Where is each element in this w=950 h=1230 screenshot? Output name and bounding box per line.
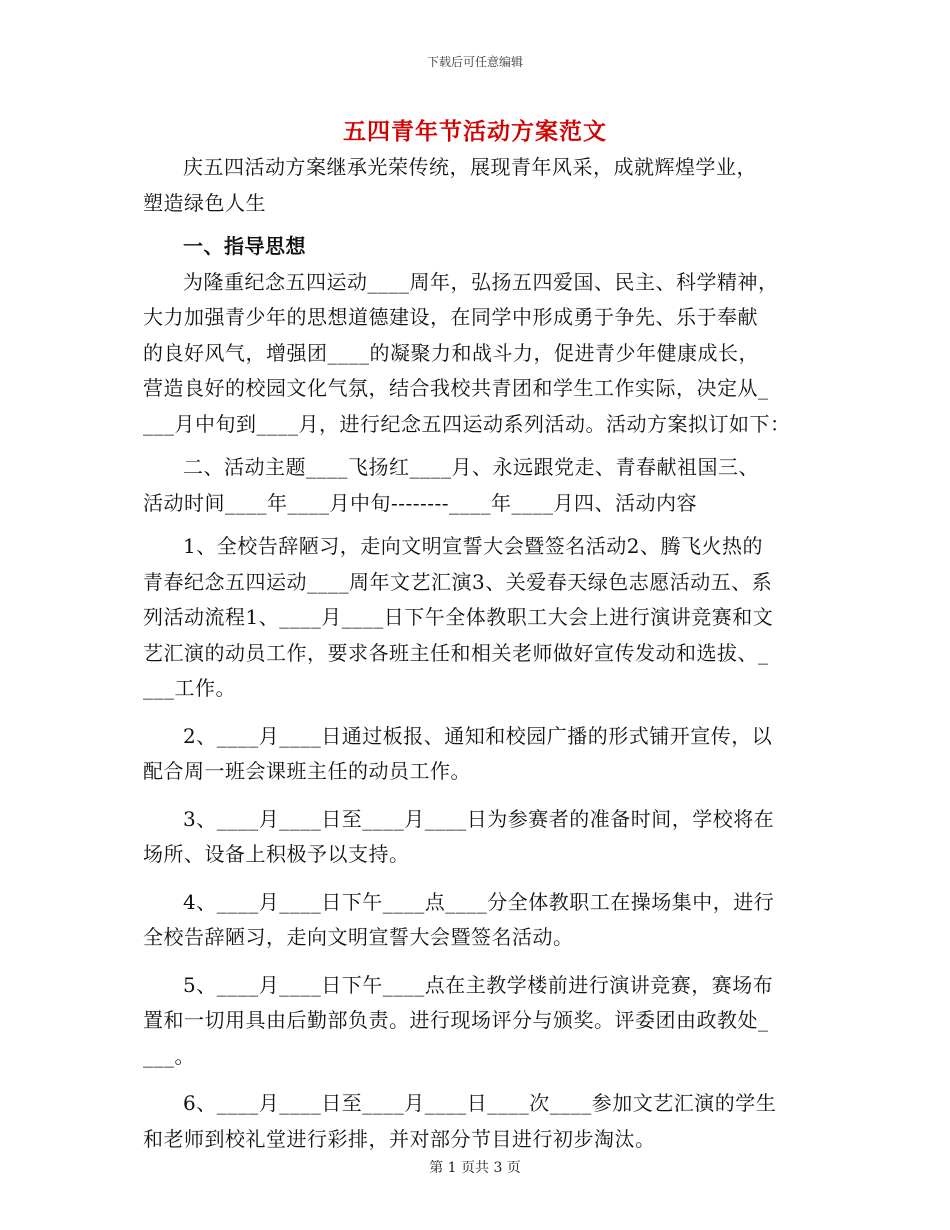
page-footer: 第 1 页共 3 页 bbox=[429, 1160, 521, 1176]
text-line: 列活动流程1、____月____日下午全体教职工大会上进行演讲竞赛和文 bbox=[143, 605, 774, 629]
intro-paragraph bbox=[143, 150, 808, 221]
text-line: 青春纪念五四运动____周年文艺汇演3、关爱春天绿色志愿活动五、系 bbox=[143, 569, 773, 594]
text-line: ___月中旬到____月，进行纪念五四运动系列活动。活动方案拟订如下： bbox=[143, 411, 791, 436]
text-line: 庆五四活动方案继承光荣传统，展现青年风采，成就辉煌学业， bbox=[183, 155, 757, 179]
item-3-paragraph bbox=[143, 802, 808, 873]
page-title: 五四青年节活动方案范文 bbox=[343, 118, 607, 145]
text-line: 和老师到校礼堂进行彩排，并对部分节目进行初步淘汰。 bbox=[143, 1126, 656, 1151]
text-line: 营造良好的校园文化气氛，结合我校共青团和学生工作实际，决定从_ bbox=[143, 376, 769, 400]
header-note: 下载后可任意编辑 bbox=[426, 55, 523, 69]
text-line: ___。 bbox=[143, 1043, 195, 1068]
text-line: 艺汇演的动员工作，要求各班主任和相关老师做好宣传发动和选拔、_ bbox=[143, 640, 769, 665]
text-line: 全校告辞陋习，走向文明宣誓大会暨签名活动。 bbox=[143, 925, 574, 949]
text-line: 的良好风气，增强团____的凝聚力和战斗力，促进青少年健康成长， bbox=[143, 340, 759, 365]
text-line: 塑造绿色人生 bbox=[143, 190, 266, 215]
section1-paragraph bbox=[143, 265, 808, 443]
item-4-paragraph bbox=[143, 885, 808, 956]
item-2-paragraph bbox=[143, 719, 808, 790]
item-1-paragraph bbox=[143, 529, 808, 707]
text-line: ___工作。 bbox=[143, 676, 236, 700]
text-line: 为隆重纪念五四运动____周年，弘扬五四爱国、民主、科学精神， bbox=[183, 269, 779, 294]
text-line: 大力加强青少年的思想道德建设，在同学中形成勇于争先、乐于奉献 bbox=[143, 305, 758, 329]
text-line: 置和一切用具由后勤部负责。进行现场评分与颁奖。评委团由政教处_ bbox=[143, 1008, 769, 1032]
section2-paragraph bbox=[143, 450, 808, 521]
section-heading: 一、指导思想 bbox=[183, 234, 306, 258]
text-line: 3、____月____日至____月____日为参赛者的准备时间，学校将在 bbox=[183, 806, 775, 831]
item-6-paragraph bbox=[143, 1086, 808, 1157]
text-line: 5、____月____日下午____点在主教学楼前进行演讲竞赛，赛场布 bbox=[183, 972, 774, 997]
text-line: 配合周一班会课班主任的动员工作。 bbox=[143, 759, 471, 783]
item-5-paragraph bbox=[143, 968, 808, 1075]
text-line: 1、全校告辞陋习，走向文明宣誓大会暨签名活动2、腾飞火热的 bbox=[183, 534, 763, 558]
text-line: 4、____月____日下午____点____分全体教职工在操场集中，进行 bbox=[183, 889, 775, 914]
text-line: 2、____月____日通过板报、通知和校园广播的形式铺开宣传，以 bbox=[183, 723, 773, 748]
document-body bbox=[143, 150, 808, 1157]
text-line: 二、活动主题____飞扬红____月、永远跟党走、青春献祖国三、 bbox=[183, 455, 759, 479]
text-line: 场所、设备上积极予以支持。 bbox=[143, 842, 410, 866]
text-line: 活动时间____年____月中旬--------____年____月四、活动内容 bbox=[143, 490, 698, 515]
text-line: 6、____月____日至____月____日____次____参加文艺汇演的学生 bbox=[183, 1091, 777, 1115]
